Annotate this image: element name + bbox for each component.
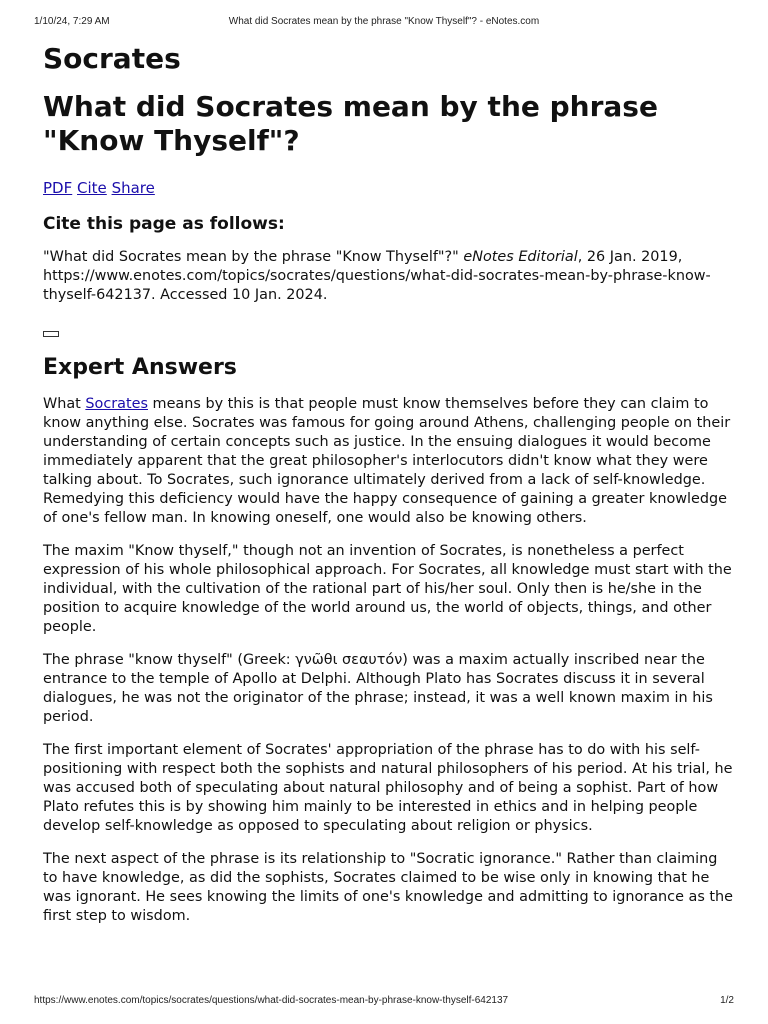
citation-details: , 26 Jan. 2019, https://www.enotes.com/topics/socrates/questions/what-did-socrates-mean-by-phrase-know-thyself-642137. Accessed 10 Jan. 2024. xyxy=(43,249,711,303)
share-link[interactable]: Share xyxy=(111,179,155,197)
cite-heading: Cite this page as follows: xyxy=(43,214,285,234)
answer-paragraph: The maxim "Know thyself," though not an invention of Socrates, is nonetheless a perfect expression of his whole philosophical approach. For Socrates, all knowledge must start with the individual, with the cultivation of the rational part of his/her soul. Only then is he/she in the position to acquire knowledge of the world around us, the world of objects, things, and other people. xyxy=(43,543,732,635)
citation-quote: "What did Socrates mean by the phrase "Know Thyself"?" xyxy=(43,249,459,265)
answer-paragraph: The phrase "know thyself" (Greek: γνῶθι σεαυτόν) was a maxim actually inscribed near the entrance to the temple of Apollo at Delphi. Although Plato has Socrates discuss it in several dialogues, he was not the originator of the phrase; instead, it was a well known maxim in his period. xyxy=(43,652,713,725)
paragraph-text: means by this is that people must know themselves before they can claim to know anything else. Socrates was famous for going around Athens, challenging people on their understanding of certain concepts such as justice. In the ensuing dialogues it would become immediately apparent that the great philosopher's interlocutors didn't know what they were talking about. To Socrates, such ignorance ultimately derived from a lack of self-knowledge. Remedying this deficiency would have the happy consequence of gaining a greater knowledge of one's fellow man. In knowing oneself, one would also be knowing others. xyxy=(43,396,731,526)
paragraph-text: What xyxy=(43,396,86,412)
print-url: https://www.enotes.com/topics/socrates/questions/what-did-socrates-mean-by-phrase-know-thyself-642137 xyxy=(34,995,509,1006)
expert-answer xyxy=(43,395,733,926)
pdf-link[interactable]: PDF xyxy=(43,179,73,197)
socrates-link[interactable]: Socrates xyxy=(85,396,148,412)
collapsed-image-placeholder xyxy=(43,331,59,337)
cite-link[interactable]: Cite xyxy=(77,179,107,197)
expert-answers-heading: Expert Answers xyxy=(43,355,237,380)
answer-paragraph xyxy=(43,395,733,528)
question-title: What did Socrates mean by the phrase "Know Thyself"? xyxy=(43,90,658,157)
answer-paragraph: The first important element of Socrates' appropriation of the phrase has to do with his self-positioning with respect both the sophists and natural philosophers of his period. At his trial, he was accused both of speculating about natural philosophy and of being a sophist. Part of how Plato refutes this is by showing him mainly to be interested in ethics and in helping people develop self-knowledge as opposed to speculating about religion or physics. xyxy=(43,742,733,834)
action-links xyxy=(43,178,733,198)
answer-paragraph: The next aspect of the phrase is its relationship to "Socratic ignorance." Rather than claiming to have knowledge, as did the sophists, Socrates claimed to be wise only in knowing that he was ignorant. He sees knowing the limits of one's knowledge and admitting to ignorance as the first step to wisdom. xyxy=(43,851,734,924)
citation-text xyxy=(43,248,733,305)
page-number: 1/2 xyxy=(720,995,734,1006)
print-header xyxy=(34,16,734,30)
article-content xyxy=(43,40,733,940)
topic-title: Socrates xyxy=(43,42,181,75)
print-footer xyxy=(34,995,734,1009)
citation-source: eNotes Editorial xyxy=(463,249,578,265)
print-page-title: What did Socrates mean by the phrase "Know Thyself"? - eNotes.com xyxy=(228,16,540,27)
print-date: 1/10/24, 7:29 AM xyxy=(34,16,110,27)
